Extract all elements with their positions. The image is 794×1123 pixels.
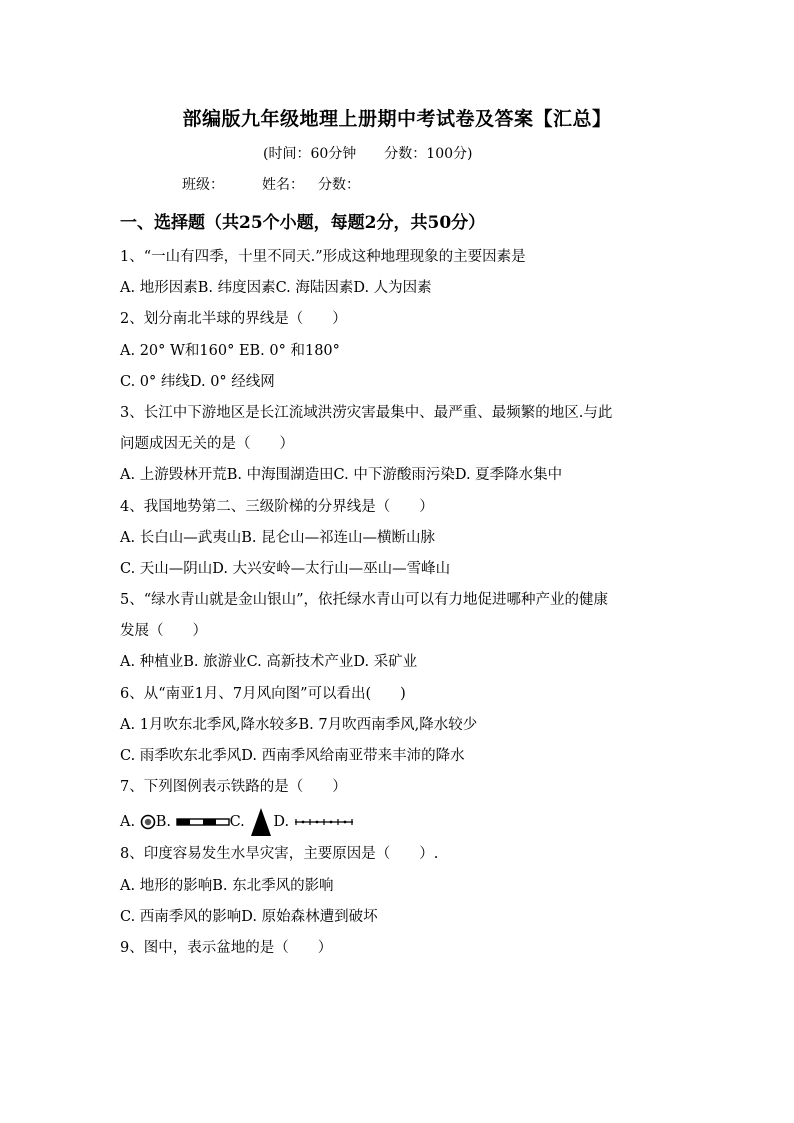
question-2-options-2: C. 0° 纬线D. 0° 经线网 xyxy=(120,373,275,390)
question-8-stem: 8、印度容易发生水旱灾害，主要原因是（ ）. xyxy=(120,846,439,863)
question-4-options-2: C. 天山—阴山D. 大兴安岭—太行山—巫山—雪峰山 xyxy=(120,560,451,577)
exam-title: 部编版九年级地理上册期中考试卷及答案【汇总】 xyxy=(182,108,612,130)
option-d-label: D. xyxy=(273,814,290,831)
question-5-stem-2: 发展（ ） xyxy=(120,623,207,640)
section-header-choice: 一、选择题（共25个小题，每题2分，共50分） xyxy=(120,213,486,233)
question-6-options-2: C. 雨季吹东北季风D. 西南季风给南亚带来丰沛的降水 xyxy=(120,748,465,764)
question-1-stem: 1、“一山有四季，十里不同天.”形成这种地理现象的主要因素是 xyxy=(120,249,526,265)
question-5-stem-1: 5、“绿水青山就是金山银山”，依托绿水青山可以有力地促进哪种产业的健康 xyxy=(120,592,609,609)
concentric-circle-icon xyxy=(140,814,156,830)
option-b-label: B. xyxy=(155,814,171,831)
question-7-stem: 7、下列图例表示铁路的是（ ） xyxy=(120,779,347,796)
student-info-line xyxy=(182,174,360,194)
option-a-label: A. xyxy=(120,814,136,831)
railway-line-icon xyxy=(176,817,230,827)
class-label: 班级： xyxy=(182,177,224,193)
question-2-stem: 2、划分南北半球的界线是（ ） xyxy=(120,311,347,328)
question-9-stem: 9、图中，表示盆地的是（ ） xyxy=(120,939,333,956)
question-8-options-1: A. 地形的影响B. 东北季风的影响 xyxy=(120,877,334,894)
question-3-stem-2: 问题成因无关的是（ ） xyxy=(120,436,294,453)
boundary-line-icon xyxy=(294,817,354,827)
question-4-options-1: A. 长白山—武夷山B. 昆仑山—祁连山—横断山脉 xyxy=(120,529,436,546)
question-5-options: A. 种植业B. 旅游业C. 高新技术产业D. 采矿业 xyxy=(120,654,418,671)
question-1-options: A. 地形因素B. 纬度因素C. 海陆因素D. 人为因素 xyxy=(120,280,432,297)
option-c-label: C. xyxy=(229,814,245,831)
score-field-label: 分数： xyxy=(318,177,360,193)
question-3-options: A. 上游毁林开荒B. 中海围湖造田C. 中下游酸雨污染D. 夏季降水集中 xyxy=(120,467,563,484)
question-6-stem: 6、从“南亚1月、7月风向图”可以看出( ) xyxy=(120,685,406,702)
time-label: (时间：60分钟 xyxy=(263,146,357,162)
total-score-label: 分数：100分) xyxy=(384,146,473,162)
question-7-legend-options xyxy=(120,807,700,843)
time-score-line xyxy=(263,143,472,163)
question-6-options-1: A. 1月吹东北季风,降水较多B. 7月吹西南季风,降水较少 xyxy=(120,716,478,733)
mountain-peak-icon xyxy=(249,807,273,837)
question-8-options-2: C. 西南季风的影响D. 原始森林遭到破坏 xyxy=(120,908,378,925)
name-label: 姓名： xyxy=(262,177,304,193)
question-4-stem: 4、我国地势第二、三级阶梯的分界线是（ ） xyxy=(120,498,434,515)
question-list xyxy=(120,246,700,968)
question-2-options-1: A. 20° W和160° EB. 0° 和180° xyxy=(120,342,340,359)
question-3-stem-1: 3、长江中下游地区是长江流域洪涝灾害最集中、最严重、最频繁的地区.与此 xyxy=(120,404,613,421)
